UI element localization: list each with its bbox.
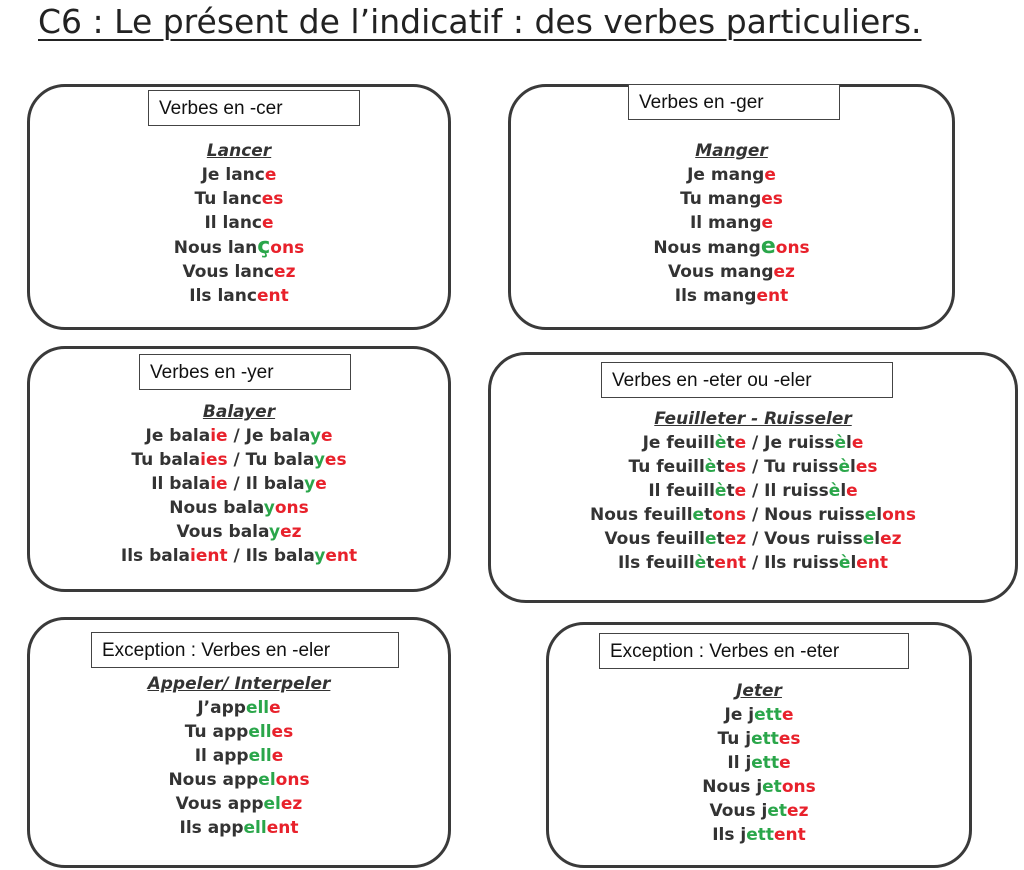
conjugation-segment: Ils app — [179, 818, 244, 838]
conjugation-segment: è — [714, 481, 727, 501]
verb-title: Feuilleter - Ruisseler — [654, 409, 852, 429]
conjugation-line — [30, 187, 448, 211]
conjugation-segment: es — [324, 450, 347, 470]
conjugation-segment: ons — [275, 770, 310, 790]
conjugation-line — [30, 284, 448, 308]
conjugation-segment: ez — [880, 529, 902, 549]
conjugation-segment: l — [850, 457, 856, 477]
conjugation-segment: l — [840, 481, 847, 501]
conjugation-segment: ez — [274, 262, 296, 282]
conjugation-segment: ons — [712, 505, 747, 525]
conjugation-segment: Vous app — [175, 794, 264, 814]
conjugation-line — [30, 472, 448, 496]
conjugation-segment: e — [864, 505, 877, 525]
conjugation-segment: y — [304, 474, 316, 494]
conjugation-segment: Je bala — [145, 426, 211, 446]
conjugation-segment: Nous bala — [169, 498, 264, 518]
conjugation-segment: ons — [781, 777, 816, 797]
conjugation-line — [30, 520, 448, 544]
conjugation-line — [30, 744, 448, 768]
conjugation-segment: e — [779, 753, 791, 773]
conjugation-segment: e — [760, 234, 776, 259]
conjugation-segment: / Je ruiss — [746, 433, 835, 453]
conjugation-segment: / Il bala — [227, 474, 305, 494]
conjugation-segment: Je j — [724, 705, 755, 725]
conjugation-segment: ent — [774, 825, 806, 845]
conjugation-segment: / Il ruiss — [746, 481, 829, 501]
conjugation-segment: es — [778, 729, 801, 749]
conjugation-segment: ez — [280, 794, 303, 814]
conjugation-segment: ie — [210, 474, 228, 494]
conjugation-segment: è — [838, 457, 850, 477]
conjugation-segment: J’app — [197, 698, 246, 718]
conjugation-segment: ett — [754, 705, 782, 725]
verb-title: Lancer — [206, 141, 272, 161]
conjugation-segment: / Ils bala — [227, 546, 315, 566]
conjugation-line — [549, 823, 969, 847]
conjugation-segment: es — [271, 722, 294, 742]
box-cer — [27, 84, 451, 330]
conjugation-line — [549, 751, 969, 775]
conjugation-segment: Je feuill — [642, 433, 715, 453]
box-exception-eter — [546, 622, 972, 868]
verb-title: Jeter — [736, 681, 782, 701]
conjugation-line — [511, 163, 952, 187]
conjugation-segment: e — [734, 481, 747, 501]
conjugation-line — [491, 455, 1015, 479]
conjugation-line — [491, 479, 1015, 503]
conjugation-line — [30, 496, 448, 520]
conjugation-segment: e — [262, 213, 274, 233]
conjugation-segment: el — [258, 770, 276, 790]
conjugation-segment: è — [694, 553, 707, 573]
conjugation-segment: Tu feuill — [628, 457, 705, 477]
conjugation-segment: Il lanc — [204, 213, 263, 233]
conjugation-segment: ons — [270, 238, 305, 258]
conjugation-line — [511, 187, 952, 211]
conjugation-segment: ez — [724, 529, 747, 549]
box-label: Verbes en -yer — [139, 354, 351, 390]
conjugation-segment: ell — [245, 698, 270, 718]
conjugation-segment: è — [714, 433, 727, 453]
conjugation-segment: / Nous ruiss — [746, 505, 865, 525]
conjugation-segment: y — [313, 450, 325, 470]
conjugation-segment: l — [846, 433, 852, 453]
conjugation-segment: ons — [775, 238, 810, 258]
conjugation-segment: ell — [248, 746, 272, 766]
conjugation-line — [491, 431, 1015, 455]
conjugation-segment: Vous mang — [668, 262, 774, 282]
conjugation-segment: e — [851, 433, 864, 453]
conjugation-segment: e — [692, 505, 705, 525]
conjugation-segment: ent — [325, 546, 358, 566]
conjugation-segment: e — [705, 529, 717, 549]
conjugation-segment: Vous lanc — [182, 262, 275, 282]
verb-title: Balayer — [202, 402, 276, 422]
conjugation-segment: Il app — [194, 746, 249, 766]
conjugation-segment: e — [269, 698, 281, 718]
conjugation-line — [511, 211, 952, 235]
conjugation-segment: e — [315, 474, 327, 494]
conjugation-segment: Ils feuill — [617, 553, 695, 573]
verb-title: Appeler/ Interpeler — [147, 674, 331, 694]
conjugation-segment: et — [767, 801, 788, 821]
conjugation-segment: ient — [190, 546, 228, 566]
conjugation-segment: ç — [257, 234, 271, 259]
conjugation-segment: y — [263, 498, 275, 518]
conjugation-segment: Nous app — [168, 770, 259, 790]
conjugation-list — [30, 696, 448, 840]
box-label: Verbes en -ger — [628, 84, 840, 120]
conjugation-segment: ent — [756, 286, 789, 306]
conjugation-segment: è — [838, 553, 851, 573]
conjugation-line — [30, 792, 448, 816]
conjugation-segment: es — [761, 189, 783, 209]
conjugation-segment: Tu lanc — [194, 189, 262, 209]
conjugation-segment: t — [704, 505, 713, 525]
conjugation-line — [491, 527, 1015, 551]
conjugation-segment: Vous bala — [176, 522, 269, 542]
conjugation-line — [30, 211, 448, 235]
conjugation-line — [30, 424, 448, 448]
conjugation-line — [30, 696, 448, 720]
conjugation-segment: y — [268, 522, 281, 542]
conjugation-segment: t — [706, 553, 715, 573]
conjugation-line — [30, 720, 448, 744]
conjugation-segment: es — [855, 457, 878, 477]
conjugation-segment: el — [263, 794, 281, 814]
conjugation-segment: e — [781, 705, 794, 725]
conjugation-segment: l — [876, 505, 883, 525]
conjugation-segment: è — [828, 481, 841, 501]
box-eter-eler — [488, 352, 1018, 603]
conjugation-segment: Il j — [727, 753, 752, 773]
conjugation-segment: Tu bala — [131, 450, 201, 470]
conjugation-segment: / Tu ruiss — [746, 457, 839, 477]
conjugation-segment: ell — [248, 722, 272, 742]
conjugation-line — [549, 775, 969, 799]
conjugation-line — [30, 768, 448, 792]
conjugation-segment: Tu j — [717, 729, 752, 749]
box-label: Verbes en -eter ou -eler — [601, 362, 893, 398]
conjugation-segment: Ils mang — [674, 286, 757, 306]
conjugation-line — [30, 448, 448, 472]
conjugation-segment: Nous feuill — [589, 505, 693, 525]
conjugation-segment: et — [762, 777, 782, 797]
conjugation-segment: ent — [256, 286, 289, 306]
conjugation-segment: e — [862, 529, 875, 549]
conjugation-segment: l — [874, 529, 881, 549]
conjugation-segment: ies — [200, 450, 228, 470]
conjugation-segment: Nous lan — [173, 238, 258, 258]
conjugation-segment: Il feuill — [648, 481, 715, 501]
conjugation-segment: Tu mang — [680, 189, 762, 209]
conjugation-segment: e — [764, 165, 776, 185]
conjugation-segment: ent — [714, 553, 747, 573]
conjugation-segment: es — [724, 457, 747, 477]
box-ger — [508, 84, 955, 330]
page-title: C6 : Le présent de l’indicatif : des verbes particuliers. — [38, 2, 922, 41]
conjugation-segment: / Vous ruiss — [746, 529, 863, 549]
conjugation-segment: Vous feuill — [604, 529, 705, 549]
conjugation-segment: ell — [243, 818, 267, 838]
conjugation-segment: Nous mang — [653, 238, 761, 258]
conjugation-segment: Ils bala — [120, 546, 191, 566]
conjugation-segment: ett — [751, 729, 779, 749]
conjugation-segment: Tu app — [184, 722, 249, 742]
conjugation-segment: ett — [751, 753, 780, 773]
conjugation-line — [30, 544, 448, 568]
conjugation-line — [30, 260, 448, 284]
conjugation-segment: y — [314, 546, 326, 566]
conjugation-segment: ez — [787, 801, 809, 821]
conjugation-segment: ez — [280, 522, 302, 542]
conjugation-segment: l — [850, 553, 857, 573]
conjugation-segment: / Ils ruiss — [746, 553, 839, 573]
box-label: Exception : Verbes en -eter — [599, 633, 909, 669]
verb-title: Manger — [695, 141, 768, 161]
conjugation-segment: Il mang — [689, 213, 762, 233]
conjugation-line — [549, 727, 969, 751]
conjugation-line — [30, 816, 448, 840]
conjugation-line — [549, 799, 969, 823]
conjugation-segment: ons — [274, 498, 309, 518]
conjugation-segment: e — [846, 481, 858, 501]
conjugation-line — [511, 260, 952, 284]
conjugation-segment: e — [734, 433, 747, 453]
conjugation-segment: ent — [266, 818, 299, 838]
conjugation-list — [30, 163, 448, 308]
conjugation-segment: es — [261, 189, 284, 209]
box-label: Verbes en -cer — [148, 90, 360, 126]
conjugation-segment: ons — [882, 505, 917, 525]
box-label: Exception : Verbes en -eler — [91, 632, 399, 668]
conjugation-list — [30, 424, 448, 568]
conjugation-line — [30, 235, 448, 260]
conjugation-segment: è — [834, 433, 847, 453]
conjugation-list — [511, 163, 952, 308]
conjugation-line — [511, 284, 952, 308]
conjugation-line — [491, 503, 1015, 527]
conjugation-segment: Je lanc — [201, 165, 265, 185]
conjugation-list — [549, 703, 969, 847]
conjugation-segment: e — [320, 426, 333, 446]
conjugation-segment: y — [309, 426, 321, 446]
conjugation-segment: t — [716, 457, 725, 477]
conjugation-segment: Je mang — [687, 165, 765, 185]
box-yer — [27, 346, 451, 592]
conjugation-segment: e — [761, 213, 774, 233]
conjugation-list — [491, 431, 1015, 575]
conjugation-segment: t — [726, 433, 735, 453]
conjugation-segment: t — [726, 481, 735, 501]
conjugation-segment: e — [264, 165, 277, 185]
conjugation-line — [30, 163, 448, 187]
conjugation-segment: ett — [746, 825, 775, 845]
conjugation-segment: Ils j — [712, 825, 747, 845]
conjugation-line — [511, 235, 952, 260]
conjugation-segment: / Je bala — [227, 426, 310, 446]
box-exception-eler — [27, 617, 451, 868]
conjugation-segment: Il bala — [151, 474, 211, 494]
conjugation-segment: e — [271, 746, 284, 766]
conjugation-segment: è — [704, 457, 717, 477]
conjugation-segment: t — [716, 529, 725, 549]
conjugation-segment: ent — [856, 553, 889, 573]
conjugation-segment: ie — [210, 426, 228, 446]
conjugation-segment: ez — [773, 262, 795, 282]
conjugation-line — [549, 703, 969, 727]
conjugation-segment: Nous j — [702, 777, 763, 797]
conjugation-segment: Ils lanc — [189, 286, 257, 306]
conjugation-segment: Vous j — [709, 801, 768, 821]
conjugation-segment: / Tu bala — [227, 450, 314, 470]
conjugation-line — [491, 551, 1015, 575]
